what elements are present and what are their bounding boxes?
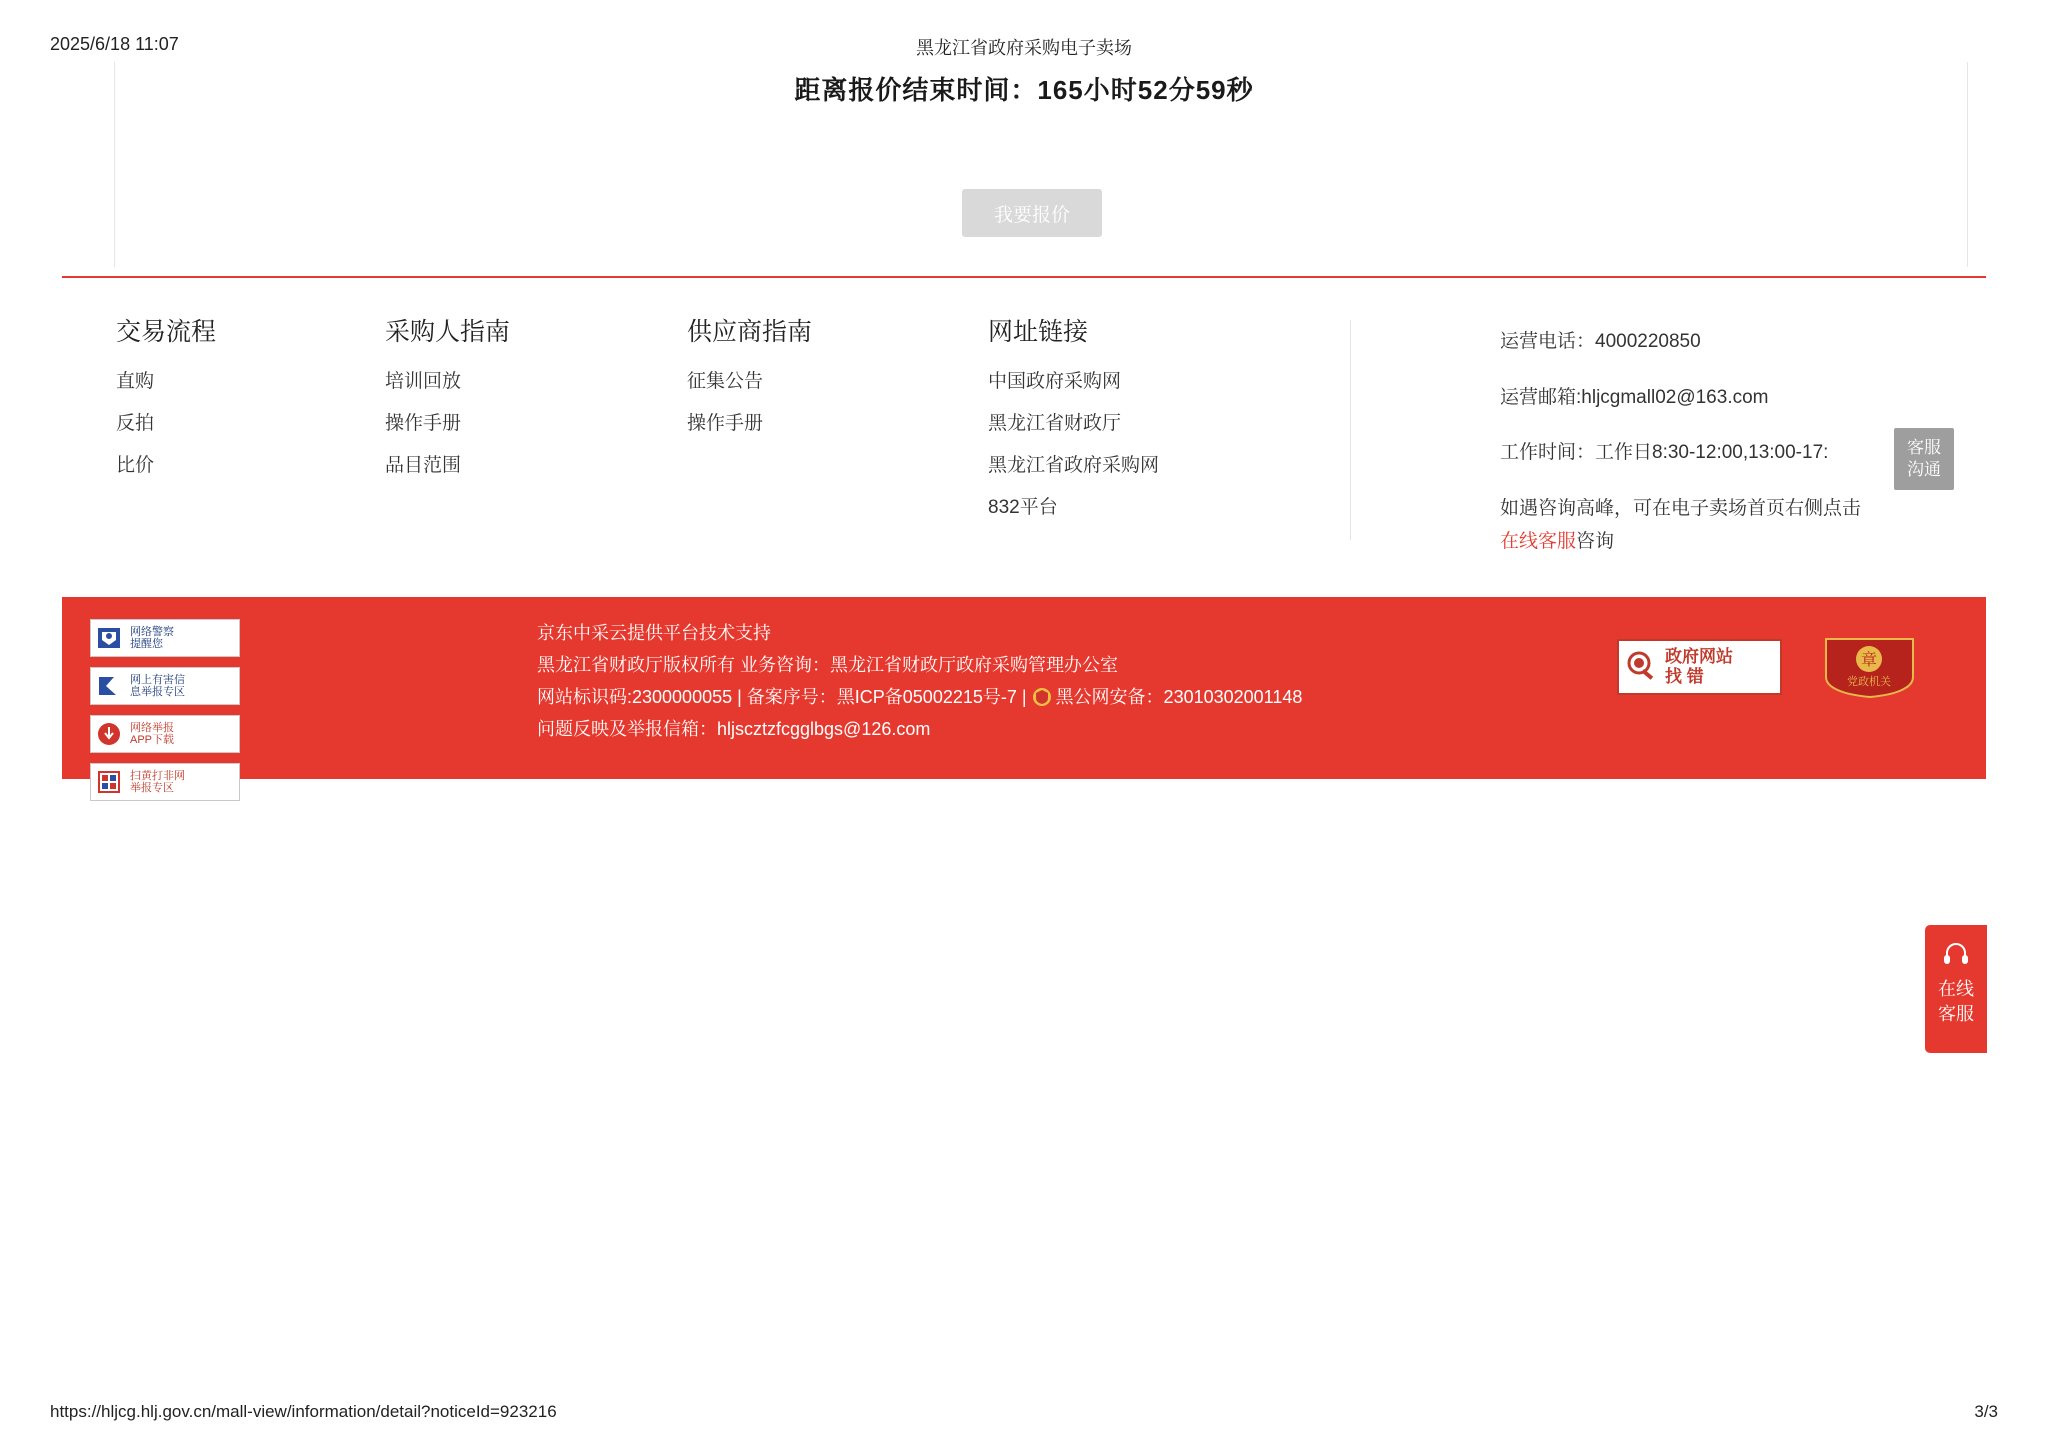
badge-text: 扫黄打非网 举报专区 [130, 770, 185, 794]
report-harmful-icon [91, 668, 127, 704]
gov-organization-badge[interactable] [1822, 637, 1917, 699]
footer-link[interactable]: 直购 [116, 371, 155, 392]
svg-text:党政机关: 党政机关 [1847, 676, 1891, 688]
print-url: https://hljcg.hlj.gov.cn/mall-view/information/detail?noticeId=923216 [50, 1402, 557, 1421]
badge-text: 网络警察 提醒您 [130, 626, 174, 650]
anti-porn-icon [91, 764, 127, 800]
public-security-record-link[interactable]: 黑公网安备：23010302001148 [1055, 687, 1303, 707]
submit-bid-button[interactable]: 我要报价 [962, 189, 1102, 237]
footer-link[interactable]: 征集公告 [687, 371, 764, 392]
footer-link[interactable]: 操作手册 [385, 413, 462, 434]
svg-text:章: 章 [1860, 652, 1878, 669]
footer-column-website-links [988, 312, 1159, 540]
footer-link[interactable]: 中国政府采购网 [988, 371, 1122, 392]
footer-text [537, 617, 1637, 745]
footer-line-1: 京东中采云提供平台技术支持 [537, 623, 771, 643]
print-header [0, 34, 2048, 56]
online-service-tab[interactable] [1925, 925, 1987, 1053]
service-tab-line1: 在线 [1938, 979, 1974, 999]
footer-line-3 [537, 681, 1637, 713]
footer-link[interactable]: 832平台 [988, 497, 1058, 518]
police-badge-icon [91, 620, 127, 656]
customer-service-chat-tab[interactable] [1894, 428, 1954, 490]
footer-line-2: 黑龙江省财政厅版权所有 业务咨询：黑龙江省财政厅政府采购管理办公室 [537, 655, 1118, 675]
contact-notice-suffix: 咨询 [1576, 530, 1615, 552]
report-harmful-badge[interactable] [90, 667, 240, 705]
report-app-icon [91, 716, 127, 752]
contact-email: 运营邮箱:hljcgmall02@163.com [1500, 386, 1769, 408]
footer-link[interactable]: 黑龙江省政府采购网 [988, 455, 1160, 476]
footer-line-4: 问题反映及举报信箱：hljscztzfcgglbgs@126.com [537, 719, 931, 739]
column-title: 供应商指南 [687, 318, 813, 346]
badge-text: 网上有害信 息举报专区 [130, 674, 185, 698]
footer-column-transaction-process [116, 312, 216, 498]
countdown-area [0, 70, 2048, 107]
service-tab-line2: 客服 [1938, 1004, 1974, 1024]
service-tab-grey-line2: 沟通 [1907, 460, 1941, 479]
countdown-label: 距离报价结束时间： [794, 75, 1038, 105]
footer-link[interactable]: 反拍 [116, 413, 155, 434]
footer-link[interactable]: 品目范围 [385, 455, 462, 476]
service-tab-grey-line1: 客服 [1907, 438, 1941, 457]
online-service-link[interactable]: 在线客服 [1500, 530, 1577, 552]
footer-link[interactable]: 操作手册 [687, 413, 764, 434]
footer-column-buyer-guide [385, 312, 510, 498]
print-title: 黑龙江省政府采购电子卖场 [916, 38, 1132, 58]
gov-website-find-error-badge[interactable] [1617, 639, 1782, 695]
anti-porn-badge[interactable] [90, 763, 240, 801]
footer-link[interactable]: 比价 [116, 455, 155, 476]
column-title: 网址链接 [988, 318, 1089, 346]
countdown-value: 165小时52分59秒 [1037, 75, 1254, 105]
footer-icp-text: 网站标识码:2300000055 | 备案序号：黑ICP备05002215号-7 | [537, 687, 1032, 707]
badge-text: 网络举报 APP下载 [130, 722, 175, 746]
column-title: 交易流程 [116, 318, 217, 346]
magnifier-icon [1619, 644, 1665, 690]
report-app-badge[interactable] [90, 715, 240, 753]
footer-link[interactable]: 黑龙江省财政厅 [988, 413, 1122, 434]
contact-work-time: 工作时间：工作日8:30-12:00,13:00-17: [1500, 442, 1829, 464]
print-page-number: 3/3 [1974, 1402, 1998, 1421]
gov-find-error-text: 政府网站 找 错 [1665, 647, 1733, 686]
police-shield-icon [1032, 685, 1052, 705]
site-footer [62, 597, 1986, 794]
headset-icon [1941, 939, 1971, 969]
contact-phone: 运营电话：4000220850 [1500, 331, 1701, 352]
column-title: 采购人指南 [385, 318, 511, 346]
contact-notice-prefix: 如遇咨询高峰，可在电子卖场首页右侧点击 [1500, 498, 1862, 520]
footer-link[interactable]: 培训回放 [385, 371, 462, 392]
police-badge[interactable] [90, 619, 240, 657]
footer-badges [90, 619, 410, 811]
contact-divider [1350, 320, 1351, 540]
print-date: 2025/6/18 11:07 [50, 34, 179, 54]
footer-column-supplier-guide [687, 312, 812, 456]
footer-top-divider [62, 276, 1986, 278]
